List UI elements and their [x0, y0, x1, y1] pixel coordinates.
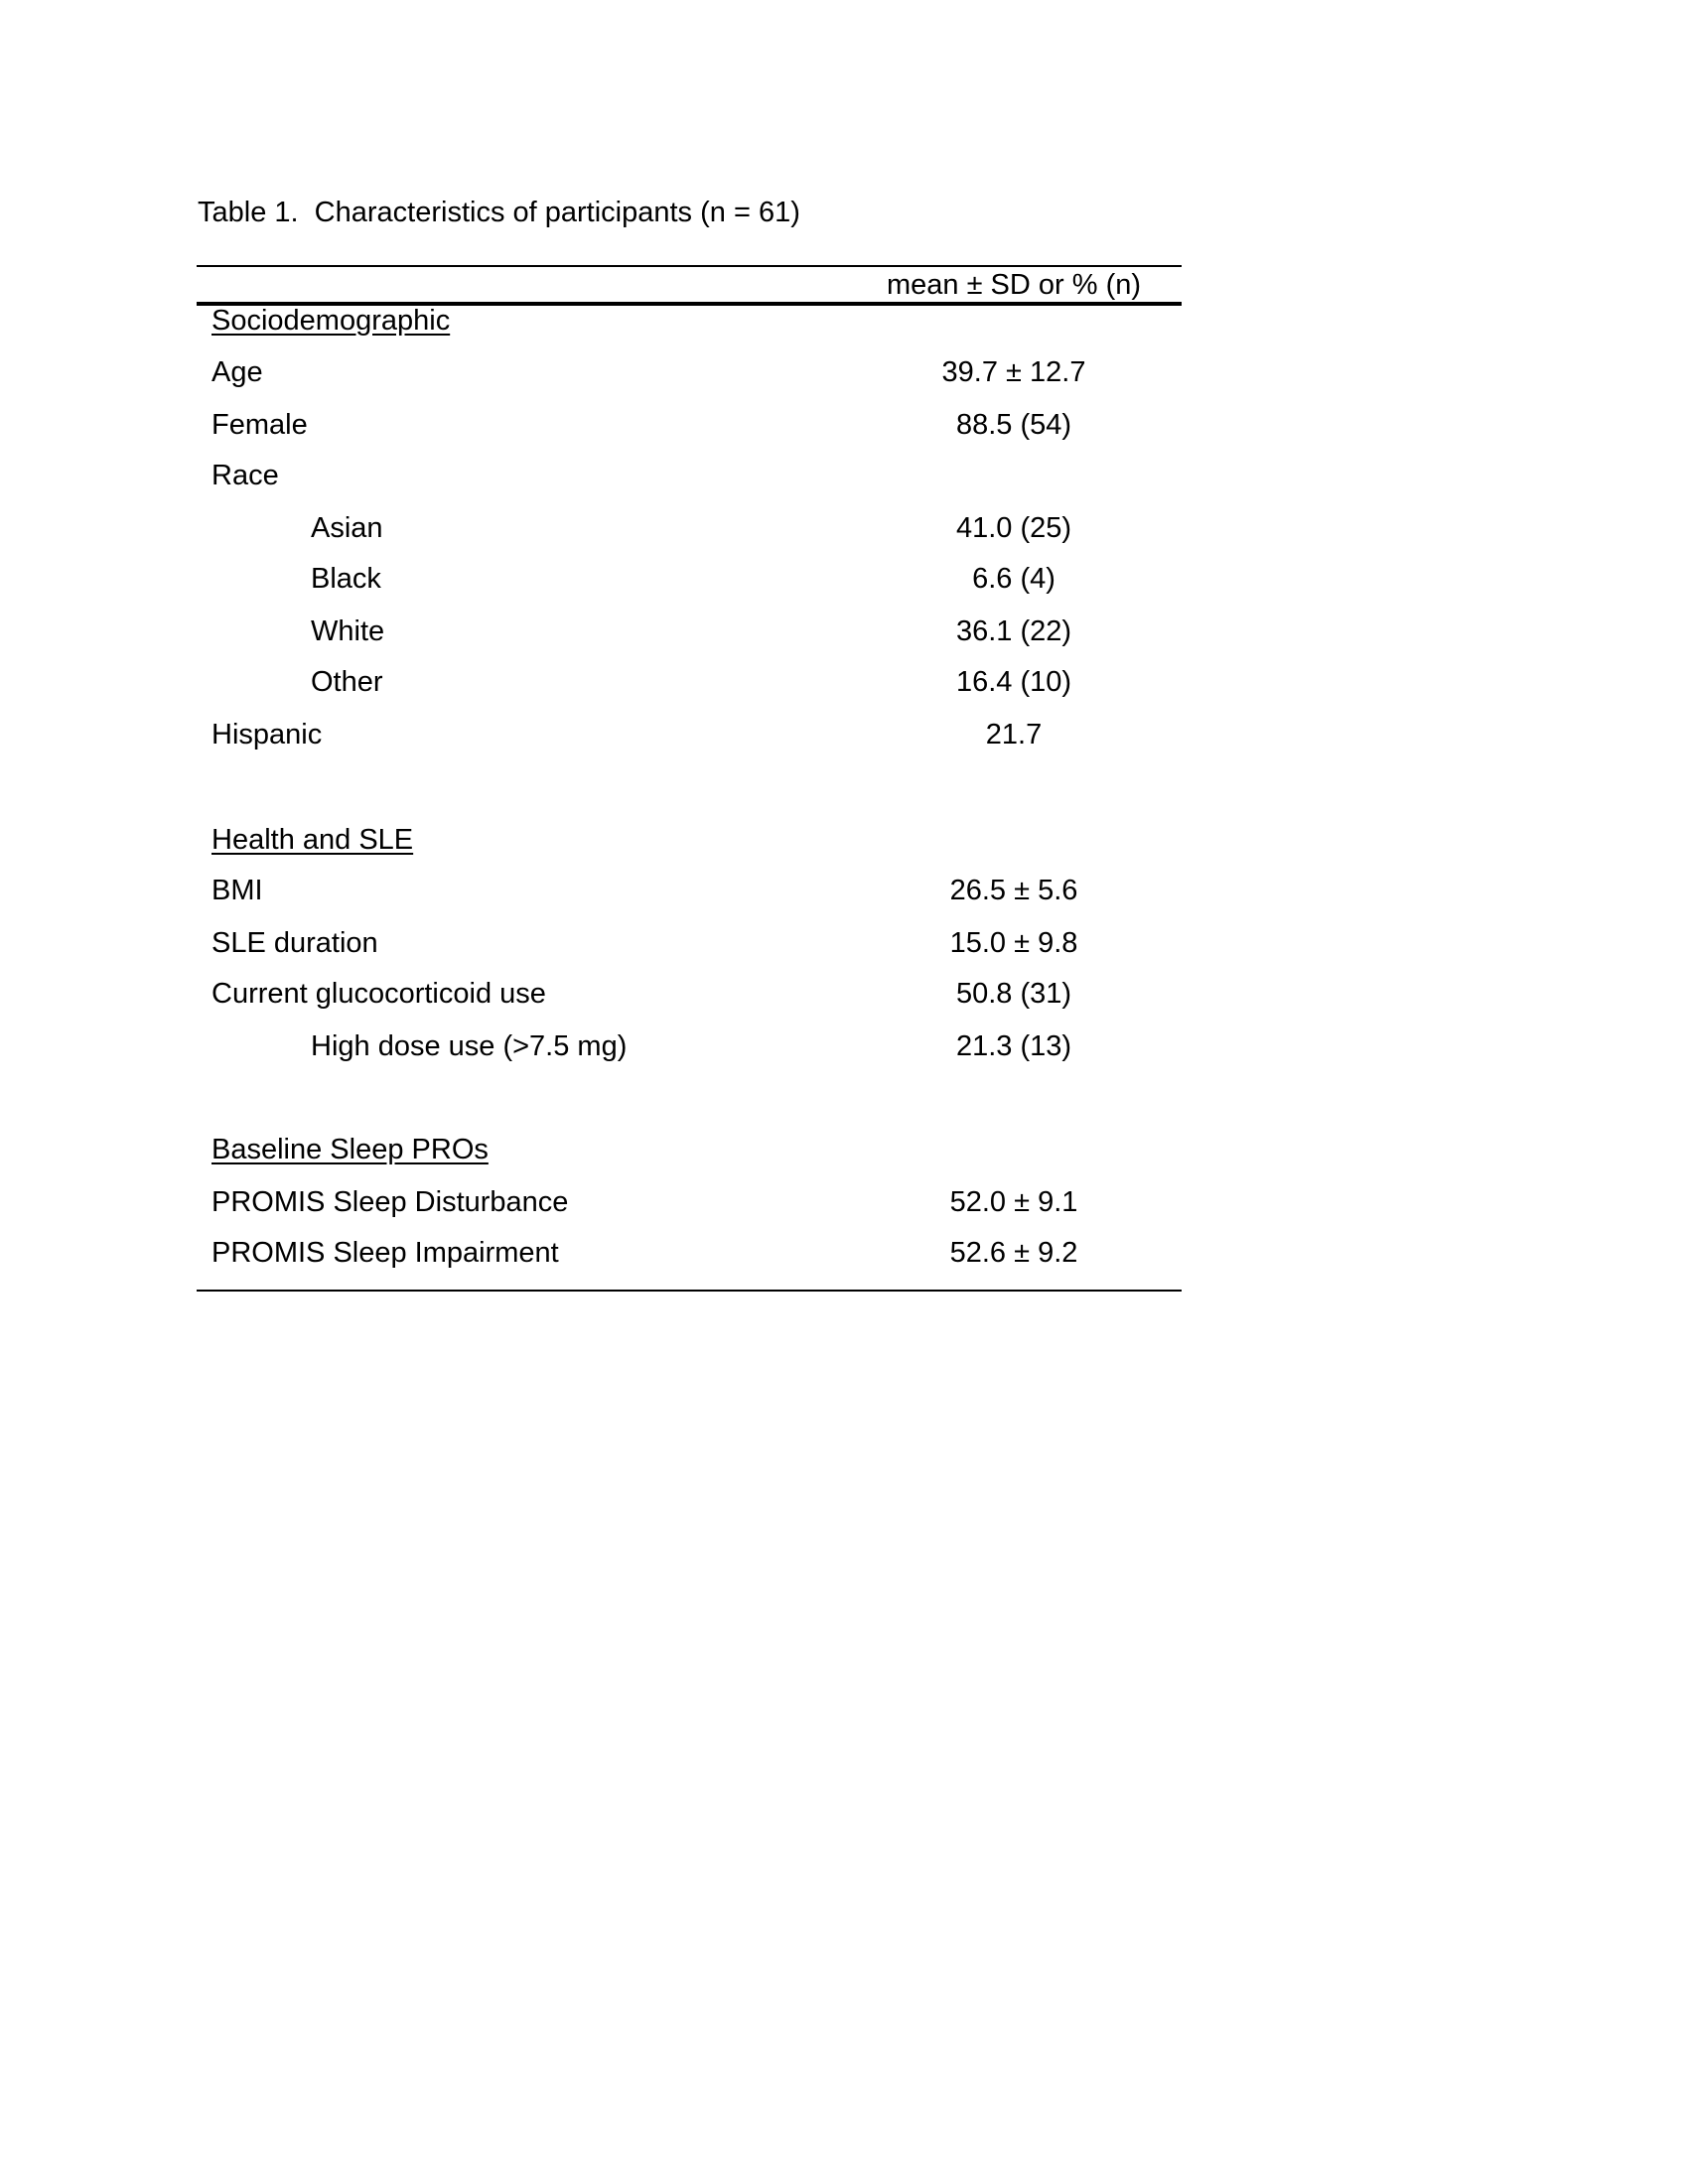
row-label: PROMIS Sleep Disturbance: [211, 1186, 569, 1218]
row-value: 16.4 (10): [955, 666, 1072, 698]
table-row: [0, 460, 1688, 499]
table-row: [0, 356, 1688, 396]
row-value: 21.3 (13): [955, 1030, 1072, 1062]
row-label: Health and SLE: [211, 824, 414, 856]
table-row: [0, 615, 1688, 655]
row-value: 52.6 ± 9.2: [949, 1237, 1078, 1269]
row-label: PROMIS Sleep Impairment: [211, 1237, 559, 1269]
row-value: 36.1 (22): [955, 615, 1072, 647]
row-value: 41.0 (25): [955, 512, 1072, 544]
table-row: [0, 1237, 1688, 1277]
table-row: [0, 978, 1688, 1018]
table-row: [0, 409, 1688, 449]
table-row: [0, 927, 1688, 967]
row-value: 88.5 (54): [955, 409, 1072, 441]
section-header: [0, 305, 1688, 344]
table-row: [0, 1186, 1688, 1226]
table-row: [0, 1030, 1688, 1070]
row-label: SLE duration: [211, 927, 378, 959]
row-label: Race: [211, 460, 279, 491]
section-header: [0, 824, 1688, 864]
row-label: Asian: [311, 512, 383, 544]
row-value: 15.0 ± 9.8: [949, 927, 1078, 959]
top-rule: [197, 265, 1182, 267]
row-label: Current glucocorticoid use: [211, 978, 546, 1010]
row-label: BMI: [211, 875, 263, 906]
row-label: White: [311, 615, 385, 647]
table-title: Table 1. Characteristics of participants (n = 61): [198, 197, 800, 228]
row-value: 50.8 (31): [955, 978, 1072, 1010]
table-row: [0, 719, 1688, 758]
row-label: Baseline Sleep PROs: [211, 1134, 489, 1165]
row-value: 26.5 ± 5.6: [949, 875, 1078, 906]
row-label: Female: [211, 409, 308, 441]
table-row: [0, 875, 1688, 914]
row-value: 21.7: [985, 719, 1043, 751]
row-value: 52.0 ± 9.1: [949, 1186, 1078, 1218]
row-value: 39.7 ± 12.7: [941, 356, 1086, 388]
table-row: [0, 666, 1688, 706]
table-row: [0, 512, 1688, 552]
section-header: [0, 1134, 1688, 1173]
bottom-rule: [197, 1290, 1182, 1292]
row-label: Sociodemographic: [211, 305, 451, 337]
row-label: Age: [211, 356, 263, 388]
row-label: Other: [311, 666, 383, 698]
column-header: mean ± SD or % (n): [886, 269, 1142, 301]
row-label: High dose use (>7.5 mg): [311, 1030, 628, 1062]
row-label: Black: [311, 563, 381, 595]
row-label: Hispanic: [211, 719, 323, 751]
table-row: [0, 563, 1688, 603]
row-value: 6.6 (4): [972, 563, 1055, 595]
